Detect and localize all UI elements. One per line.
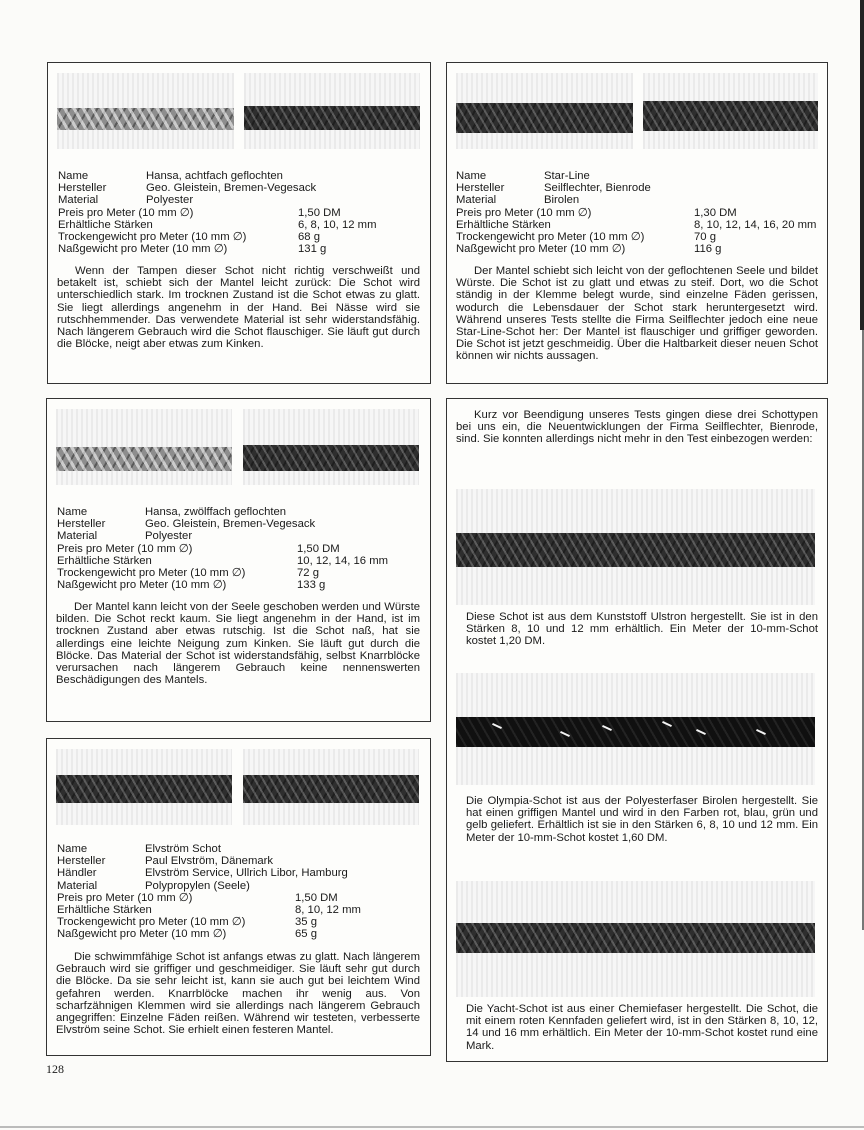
spec-label: Erhältliche Stärken <box>58 218 153 231</box>
spec-label: Naßgewicht pro Meter (10 mm ∅) <box>57 579 227 592</box>
spec-row <box>57 506 419 518</box>
description-text: Der Mantel kann leicht von der Seele geschoben werden und Würste bilden. Die Schot reckt kaum. Sie liegt angenehm in der Hand, ist im trocknen Zustand aber etwas rutschig. Ist die Schot naß, hat sie allerdings eine leichte Neigung zum Kinken. Sie läuft gut durch die Blöcke. Das Material der Schot ist widerstandsfähig, selbst Knarrblöcke verursachen nach längerem Gebrauch keine nennenswerten Beschädigungen des Mantels. <box>56 601 420 687</box>
spec-label: Hersteller <box>57 855 106 868</box>
rope-card-elvstroem <box>46 738 431 1056</box>
spec-row <box>58 231 418 243</box>
spec-label: Preis pro Meter (10 mm ∅) <box>58 206 194 219</box>
spec-value: 116 g <box>694 243 722 256</box>
rope-card-hansa-achtfach <box>47 62 431 384</box>
spec-value: 1,50 DM <box>298 206 341 219</box>
spec-row <box>456 194 818 206</box>
spec-row <box>57 543 419 555</box>
spec-row <box>58 207 418 219</box>
spec-label: Erhältliche Stärken <box>57 903 152 916</box>
spec-row <box>57 567 419 579</box>
spec-value: 35 g <box>295 916 317 929</box>
rope-card-star-line <box>446 62 828 384</box>
intro-text: Kurz vor Beendigung unseres Tests gingen diese drei Schottypen bei uns ein, die Neuentwicklungen der Firma Seilflechter, Bienrode, sind. Sie konnten allerdings nicht mehr in den Test einbezogen werden: <box>456 409 818 446</box>
spec-value: Seilflechter, Bienrode <box>544 182 651 195</box>
spec-label: Trockengewicht pro Meter (10 mm ∅) <box>456 230 645 243</box>
spec-value: 10, 12, 14, 16 mm <box>297 554 389 567</box>
spec-table <box>456 170 818 255</box>
spec-value: Polypropylen (Seele) <box>145 879 250 892</box>
spec-label: Trockengewicht pro Meter (10 mm ∅) <box>58 230 247 243</box>
spec-label: Preis pro Meter (10 mm ∅) <box>456 206 592 219</box>
rope-description <box>56 951 420 1036</box>
spec-row <box>456 219 818 231</box>
spec-value: Birolen <box>544 194 580 207</box>
rope-photo-left <box>57 73 234 149</box>
spec-row <box>57 530 419 542</box>
spec-value: 8, 10, 12 mm <box>295 903 361 916</box>
spec-label: Naßgewicht pro Meter (10 mm ∅) <box>456 243 626 256</box>
spec-table <box>57 843 421 941</box>
spec-value: Hansa, achtfach geflochten <box>146 170 283 182</box>
spec-value: 8, 10, 12, 14, 16, 20 mm <box>694 218 817 231</box>
spec-label: Händler <box>57 867 97 880</box>
new-rope-types-panel <box>446 398 828 1062</box>
spec-label: Hersteller <box>456 182 505 195</box>
spec-value: Polyester <box>145 530 193 543</box>
spec-row <box>58 170 418 182</box>
spec-label: Naßgewicht pro Meter (10 mm ∅) <box>58 243 228 256</box>
spec-value: 72 g <box>297 566 319 579</box>
spec-row <box>58 194 418 206</box>
ulstron-rope-photo <box>456 489 815 605</box>
page-bottom-edge <box>0 1126 864 1128</box>
spec-row <box>456 231 818 243</box>
spec-row <box>58 219 418 231</box>
rope-photo-left <box>56 409 232 485</box>
spec-value: 70 g <box>694 230 716 243</box>
olympia-rope-photo <box>456 673 815 785</box>
rope-photo-right <box>243 409 419 485</box>
spec-label: Name <box>57 843 88 855</box>
spec-row <box>57 904 421 916</box>
spec-label: Name <box>58 170 89 182</box>
spec-row <box>57 579 419 591</box>
spec-value: 1,50 DM <box>295 891 338 904</box>
spec-label: Name <box>57 506 88 518</box>
intro-paragraph <box>456 409 818 446</box>
spec-value: Geo. Gleistein, Bremen-Vegesack <box>146 182 317 195</box>
spec-label: Hersteller <box>58 182 107 195</box>
description-text: Der Mantel schiebt sich leicht von der geflochtenen Seele und bildet Würste. Die Schot ist zu glatt und etwas zu steif. Dort, wo die Schot ständig in der Klemme belegt wurde, sind einzelne Fäden gerissen, wodurch die Lebensdauer der Schot stark heruntergesetzt wird. Während unseres Tests stellte die Firma Seilflechter jedoch eine neue Star-Line-Schot her: Der Mantel ist flauschiger und griffiger geworden. Die Schot ist jetzt geschmeidig. Über die Haltbarkeit dieser neuen Schot können wir nichts aussagen. <box>456 265 818 363</box>
rope-description <box>456 265 818 363</box>
spec-row <box>58 182 418 194</box>
spec-label: Material <box>58 194 99 207</box>
spec-value: 6, 8, 10, 12 mm <box>298 218 377 231</box>
rope-photo-right <box>244 73 420 149</box>
spec-table <box>57 506 419 591</box>
spec-row <box>456 207 818 219</box>
spec-label: Erhältliche Stärken <box>57 554 152 567</box>
description-text: Wenn der Tampen dieser Schot nicht richtig verschweißt und betakelt ist, schiebt sich der Mantel leicht zurück: Die Schot wird unterschiedlich stark. Im trocknen Zustand ist die Schot etwas zu glatt. Sie liegt allerdings angenehm in der Hand. Bei Nässe wird sie rutschhemmender. Das verwendete Material ist sehr widerstandsfähig. Nach längerem Gebrauch wird die Schot flauschiger. Sie läuft gut durch die Blöcke, neigt aber etwas zum Kinken. <box>57 265 420 351</box>
spec-row <box>57 855 421 867</box>
spec-value: Polyester <box>146 194 194 207</box>
spec-label: Material <box>57 879 98 892</box>
description-text: Die schwimmfähige Schot ist anfangs etwas zu glatt. Nach längerem Gebrauch wird sie griffiger und geschmeidiger. Sie läuft sehr gut durch die Blöcke. Da sie sehr leicht ist, kann sie auch gut bei leichtem Wind gefahren werden. Knarrblöcke machen ihr wenig aus. Von scharfzähnigen Klemmen wird sie allerdings nach längerem Gebrauch angegriffen: Einzelne Fäden reißen. Während wir testeten, verbesserte Elvström seine Schot. Sie erhielt einen festeren Mantel. <box>56 951 420 1037</box>
spec-row <box>57 880 421 892</box>
spec-value: 1,50 DM <box>297 542 340 555</box>
spec-value: 133 g <box>297 579 326 592</box>
spec-value: 1,30 DM <box>694 206 737 219</box>
spec-row <box>456 243 818 255</box>
spec-row <box>57 892 421 904</box>
spec-row <box>57 867 421 879</box>
spec-label: Name <box>456 170 487 182</box>
spec-row <box>58 243 418 255</box>
spec-label: Material <box>456 194 497 207</box>
rope-photo-right <box>243 749 419 825</box>
ulstron-caption: Diese Schot ist aus dem Kunststoff Ulstron hergestellt. Sie ist in den Stärken 8, 10 und 12 mm erhältlich. Ein Meter der 10-mm-Schot kostet 1,20 DM. <box>466 611 818 648</box>
rope-photo-left <box>56 749 232 825</box>
spec-row <box>57 518 419 530</box>
spec-value: Geo. Gleistein, Bremen-Vegesack <box>145 518 316 531</box>
rope-photo-left <box>456 73 633 149</box>
spec-label: Preis pro Meter (10 mm ∅) <box>57 891 193 904</box>
spec-value: Paul Elvström, Dänemark <box>145 855 274 868</box>
spec-label: Trockengewicht pro Meter (10 mm ∅) <box>57 566 246 579</box>
yacht-caption: Die Yacht-Schot ist aus einer Chemiefaser hergestellt. Die Schot, die mit einem roten Kennfaden geliefert wird, ist in den Stärken 8, 10, 12, 14 und 16 mm erhältlich. Ein Meter der 10-mm-Schot kostet rund eine Mark. <box>466 1003 818 1052</box>
spec-row <box>456 170 818 182</box>
spec-value: Elvström Schot <box>145 843 221 855</box>
rope-photo-right <box>643 73 818 149</box>
spec-value: 65 g <box>295 928 317 941</box>
spec-label: Erhältliche Stärken <box>456 218 551 231</box>
spec-label: Preis pro Meter (10 mm ∅) <box>57 542 193 555</box>
spec-value: 68 g <box>298 230 320 243</box>
spec-value: Hansa, zwölffach geflochten <box>145 506 287 518</box>
spec-value: Elvström Service, Ullrich Libor, Hamburg <box>145 867 348 880</box>
spec-label: Trockengewicht pro Meter (10 mm ∅) <box>57 916 246 929</box>
spec-label: Material <box>57 530 98 543</box>
page-binding-edge <box>860 0 864 330</box>
rope-card-hansa-zwoelffach <box>46 398 431 722</box>
spec-row <box>57 843 421 855</box>
page-number: 128 <box>46 1062 64 1076</box>
spec-label: Hersteller <box>57 518 106 531</box>
spec-value: Star-Line <box>544 170 590 182</box>
spec-row <box>57 555 419 567</box>
spec-row <box>57 916 421 928</box>
yacht-rope-photo <box>456 881 815 997</box>
spec-label: Naßgewicht pro Meter (10 mm ∅) <box>57 928 227 941</box>
spec-row <box>57 928 421 940</box>
spec-table <box>58 170 418 255</box>
rope-description <box>57 265 420 350</box>
rope-description <box>56 601 420 686</box>
spec-row <box>456 182 818 194</box>
spec-value: 131 g <box>298 243 327 256</box>
olympia-caption: Die Olympia-Schot ist aus der Polyesterfaser Birolen hergestellt. Sie hat einen griffigen Mantel und wird in den Farben rot, blau, grün und gelb geliefert. Erhältlich ist sie in den Stärken 6, 8, 10 und 12 mm. Ein Meter der 10-mm-Schot kostet 1,60 DM. <box>466 795 818 844</box>
